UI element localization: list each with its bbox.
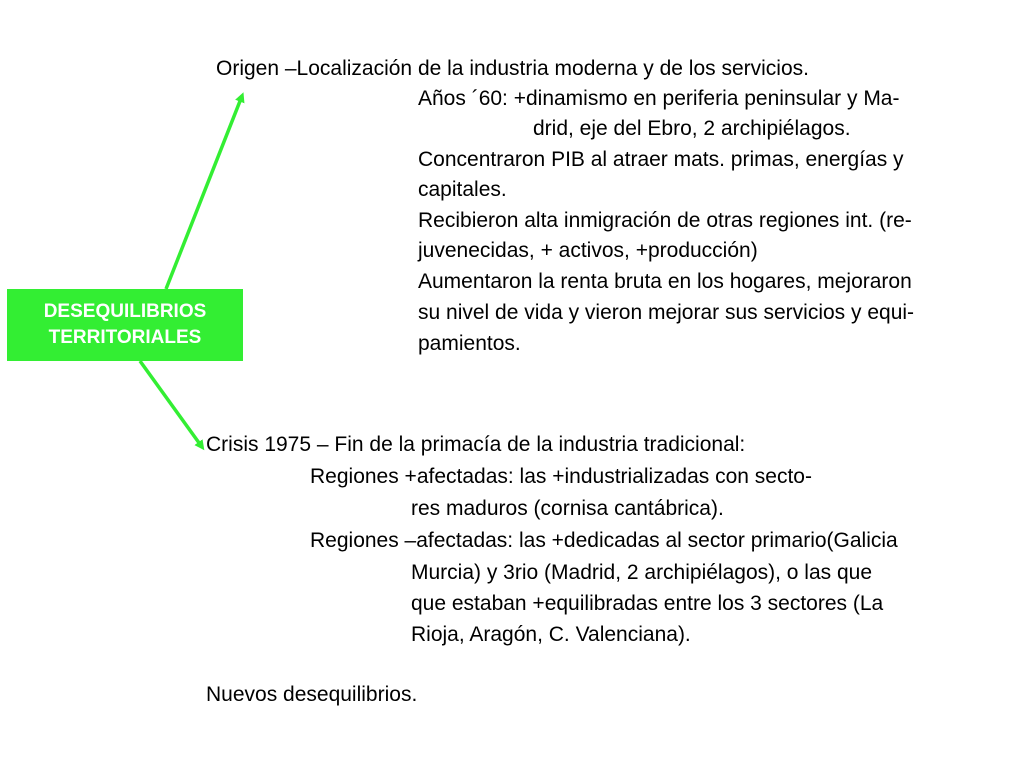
origen-line: Concentraron PIB al atraer mats. primas, energías y: [418, 148, 904, 171]
crisis-line: Murcia) y 3rio (Madrid, 2 archipiélagos), o las que: [411, 561, 873, 584]
crisis-line: res maduros (cornisa cantábrica).: [411, 497, 724, 520]
origen-line: Recibieron alta inmigración de otras regiones int. (re-: [418, 209, 912, 232]
origen-line: pamientos.: [418, 332, 521, 355]
crisis-line: Rioja, Aragón, C. Valenciana).: [411, 623, 691, 646]
origen-line: capitales.: [418, 178, 507, 201]
crisis-line: que estaban +equilibradas entre los 3 sectores (La: [411, 592, 884, 615]
origen-line: Años ´60: +dinamismo en periferia peninsular y Ma-: [418, 87, 900, 110]
origen-line: Aumentaron la renta bruta en los hogares, mejoraron: [418, 270, 912, 293]
crisis-heading: Crisis 1975 – Fin de la primacía de la industria tradicional:: [206, 433, 746, 456]
origen-line: su nivel de vida y vieron mejorar sus servicios y equi-: [418, 301, 915, 324]
nuevos-desequilibrios: Nuevos desequilibrios.: [206, 683, 418, 706]
origen-line: juvenecidas, + activos, +producción): [418, 239, 758, 262]
origen-line: drid, eje del Ebro, 2 archipiélagos.: [533, 117, 851, 140]
node-label-line-1: DESEQUILIBRIOS: [43, 301, 207, 322]
origen-heading: Origen –Localización de la industria moderna y de los servicios.: [216, 57, 809, 80]
crisis-line: Regiones +afectadas: las +industrializadas con secto-: [310, 465, 812, 488]
arrow-to-origen: [166, 96, 242, 289]
arrow-to-crisis: [140, 361, 202, 447]
crisis-line: Regiones –afectadas: las +dedicadas al sector primario(Galicia: [310, 529, 898, 552]
node-label-line-2: TERRITORIALES: [48, 327, 202, 348]
desequilibrios-territoriales-node: [7, 289, 243, 361]
